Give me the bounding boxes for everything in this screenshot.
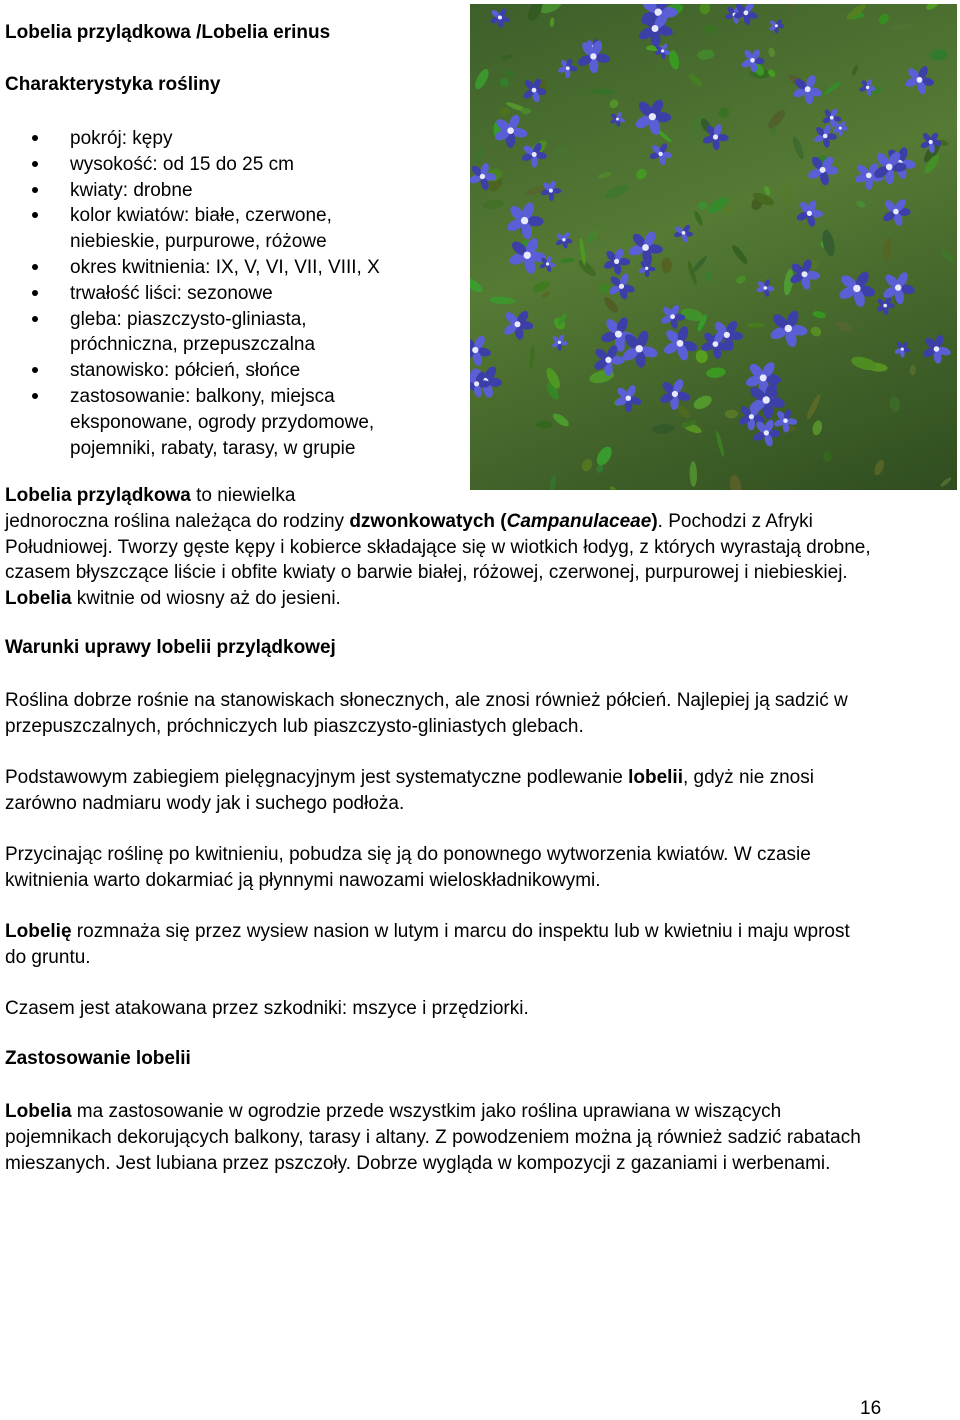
flower-shape <box>470 334 492 367</box>
flower-shape <box>620 329 658 368</box>
leaf-shape <box>705 271 713 282</box>
flower-shape <box>673 224 693 244</box>
flower-shape <box>769 18 785 33</box>
leaf-shape <box>925 4 941 11</box>
page-number: 16 <box>860 1398 882 1419</box>
leaf-shape <box>594 444 615 468</box>
leaf-shape <box>473 144 485 165</box>
bullet-icon <box>32 187 38 193</box>
leaf-shape <box>889 396 901 413</box>
leaf-shape <box>783 183 793 206</box>
flower-photo-illustration <box>470 4 957 490</box>
leaf-shape <box>809 325 823 339</box>
leaf-shape <box>910 365 916 376</box>
leaf-shape <box>504 69 517 79</box>
leaf-shape <box>551 411 571 429</box>
flower-shape <box>662 325 698 362</box>
leaf-shape <box>697 201 708 211</box>
flower-shape <box>603 247 631 275</box>
leaf-shape <box>529 345 536 370</box>
leaf-shape <box>603 182 631 201</box>
section-heading-use: Zastosowanie lobelii <box>5 1048 191 1069</box>
leaf-shape <box>823 451 832 462</box>
flower-shape <box>922 334 952 364</box>
leaf-shape <box>690 114 704 138</box>
flower-shape <box>756 278 775 297</box>
leaf-shape <box>550 17 555 27</box>
flower-shape <box>489 7 510 28</box>
flower-shape <box>660 304 686 330</box>
flower-shape <box>837 270 876 309</box>
features-list <box>70 126 450 461</box>
flower-shape <box>795 199 823 227</box>
leaf-shape <box>834 319 854 334</box>
leaf-shape <box>765 107 787 131</box>
leaf-shape <box>822 79 842 96</box>
leaf-shape <box>597 171 612 180</box>
leaf-shape <box>851 64 859 76</box>
leaf-shape <box>693 210 705 226</box>
leaf-shape <box>691 393 713 412</box>
leaf-shape <box>661 258 672 273</box>
leaf-shape <box>891 23 913 30</box>
leaf-shape <box>687 72 704 89</box>
flower-shape <box>557 58 577 78</box>
paragraph-position: Roślina dobrze rośnie na stanowiskach słonecznych, ale znosi również półcień. Najlepiej ją sadzić w przepuszczalnych, próchniczych lub piaszczysto-gliniastych glebach. <box>5 690 848 737</box>
leaf-shape <box>855 200 866 209</box>
flower-shape <box>614 384 643 412</box>
leaf-shape <box>608 98 620 110</box>
leaf-shape <box>791 135 806 160</box>
section-heading-cultivation: Warunki uprawy lobelii przylądkowej <box>5 637 336 658</box>
flower-shape <box>882 197 911 227</box>
flower-shape <box>610 111 626 127</box>
flower-shape <box>502 309 534 340</box>
bullet-icon <box>32 161 38 167</box>
section-heading-characteristics: Charakterystyka rośliny <box>5 74 221 95</box>
list-item: okres kwitnienia: IX, V, VI, VII, VIII, X <box>70 255 450 281</box>
bullet-icon <box>32 135 38 141</box>
leaf-shape <box>811 419 823 436</box>
leaf-shape <box>540 290 551 299</box>
leaf-shape <box>877 12 891 26</box>
list-item: kolor kwiatów: białe, czerwone, niebieskie, purpurowe, różowe <box>70 203 400 255</box>
leaf-shape <box>556 147 566 157</box>
leaf-shape <box>703 24 718 34</box>
leaf-shape <box>560 257 575 263</box>
leaf-shape <box>930 49 948 61</box>
leaf-shape <box>489 296 515 305</box>
leaf-shape <box>730 243 750 265</box>
paragraph-use: Lobelia ma zastosowanie w ogrodzie przede wszystkim jako roślina uprawiana w wiszących pojemnikach dekorujących balkony, tarasy i altany. Z powodzeniem można ją również sadzić rabatach mieszanych. Jest lubiana przez pszczoły. Dobrze wygląda w kompozycji z gazaniami i werbenami. <box>5 1101 861 1174</box>
leaf-shape <box>747 323 765 328</box>
leaf-shape <box>686 260 699 286</box>
leaf-shape <box>599 283 611 294</box>
list-item: gleba: piaszczysto-gliniasta, próchniczna, przepuszczalna <box>70 307 370 359</box>
leaf-shape <box>470 275 485 295</box>
flower-shape <box>634 98 672 137</box>
leaf-shape <box>725 409 738 418</box>
leaf-shape <box>498 76 511 89</box>
leaf-shape <box>812 310 827 320</box>
paragraph-pests: Czasem jest atakowana przez szkodniki: mszyce i przędziorki. <box>5 998 529 1019</box>
paragraph-pruning: Przycinając roślinę po kwitnieniu, pobudza się ją do ponownego wytworzenia kwiatów. W czasie kwitnienia warto dokarmiać ją płynnymi nawozami wieloskładnikowymi. <box>5 844 811 891</box>
leaf-shape <box>576 258 598 279</box>
leaf-shape <box>482 198 505 210</box>
flower-shape <box>769 309 809 349</box>
page-title: Lobelia przylądkowa /Lobelia erinus <box>5 22 331 43</box>
leaf-shape <box>499 108 510 116</box>
flower-shape <box>659 378 692 411</box>
leaf-shape <box>939 476 952 488</box>
flower-shape <box>904 65 935 96</box>
leaf-shape <box>767 47 775 58</box>
leaf-shape <box>501 53 513 61</box>
leaf-shape <box>472 67 491 91</box>
leaf-shape <box>590 88 615 95</box>
flower-shape <box>551 334 568 351</box>
leaf-shape <box>695 349 708 363</box>
intro-paragraph: Lobelia przylądkowa to niewielka jednoroczna roślina należąca do rodziny dzwonkowatych (Campanulaceae). Pochodzi z Afryki Południowej. Tworzy gęste kępy i kobierce składające się w wiotkich łodyg, z których wyrastają drobne, czasem błyszczące liście i obfite kwiaty o barwie białej, różowej, czerwonej, purpurowej i niebieskiej. Lobelia kwitnie od wiosny aż do jesieni. <box>5 485 871 610</box>
flower-shape <box>627 230 663 266</box>
list-item: trwałość liści: sezonowe <box>70 281 450 307</box>
paragraph-propagation: Lobelię rozmnaża się przez wysiew nasion w lutym i marcu do inspektu lub w kwietniu i maju wprost do gruntu. <box>5 921 850 968</box>
leaf-shape <box>717 105 732 120</box>
leaf-shape <box>536 421 553 428</box>
bullet-icon <box>32 212 38 218</box>
list-item: stanowisko: półcień, słońce <box>70 358 450 384</box>
flower-shape <box>608 272 636 300</box>
leaf-shape <box>881 237 893 262</box>
list-item: kwiaty: drobne <box>70 178 400 204</box>
list-item: wysokość: od 15 do 25 cm <box>70 152 400 178</box>
leaf-shape <box>697 49 715 61</box>
list-item: pokrój: kępy <box>70 126 400 152</box>
leaf-shape <box>872 459 886 477</box>
leaf-shape <box>735 274 748 286</box>
leaf-shape <box>651 423 674 434</box>
bullet-icon <box>32 367 38 373</box>
flower-shape <box>919 131 942 153</box>
bullet-icon <box>32 393 38 399</box>
leaf-shape <box>691 255 709 274</box>
lobelia-photo <box>470 4 957 490</box>
leaf-shape <box>715 430 726 458</box>
flower-shape <box>540 180 561 201</box>
flower-shape <box>894 341 911 358</box>
leaf-shape <box>698 4 711 16</box>
leaf-shape <box>634 167 649 182</box>
flower-shape <box>649 142 673 166</box>
list-item: zastosowanie: balkony, miejsca eksponowane, ogrody przydomowe, pojemniki, rabaty, tarasy, w grupie <box>70 384 430 461</box>
bullet-icon <box>32 264 38 270</box>
flower-shape <box>505 201 544 240</box>
leaf-shape <box>580 457 594 473</box>
paragraph-care: Podstawowym zabiegiem pielęgnacyjnym jest systematyczne podlewanie lobelii, gdyż nie znosi zarówno nadmiaru wody jak i suchego podłoża. <box>5 767 814 814</box>
leaf-shape <box>706 367 727 379</box>
leaf-shape <box>602 295 620 315</box>
bullet-icon <box>32 316 38 322</box>
leaf-shape <box>940 248 955 263</box>
leaf-shape <box>805 393 822 420</box>
bullet-icon <box>32 290 38 296</box>
flower-shape <box>876 296 895 315</box>
flower-shape <box>555 231 573 249</box>
